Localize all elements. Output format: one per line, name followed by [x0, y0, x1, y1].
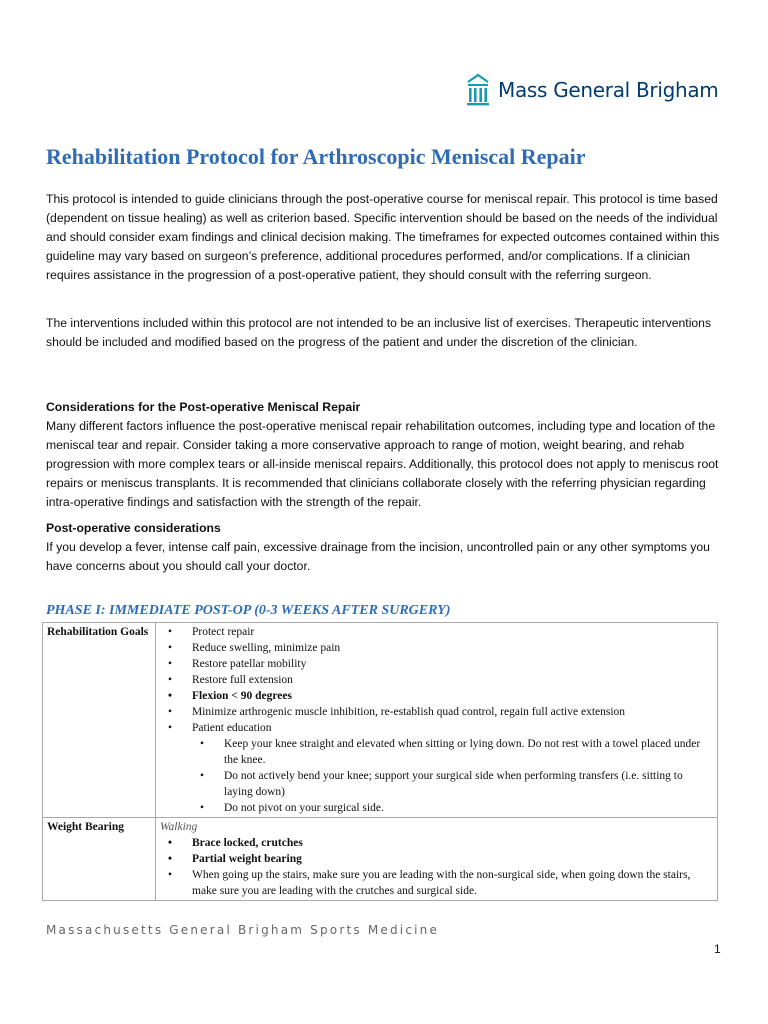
page-title: Rehabilitation Protocol for Arthroscopic Meniscal Repair [46, 144, 586, 169]
table-row-weight-bearing [43, 818, 718, 901]
education-label: Patient education [192, 722, 272, 734]
walking-list [160, 835, 713, 899]
weight-bearing-label: Weight Bearing [43, 818, 156, 901]
goals-cell [156, 623, 718, 818]
phase-1-table [42, 622, 718, 901]
postop-section [46, 519, 726, 576]
list-item: • Restore full extension [168, 672, 713, 688]
table-row-goals [43, 623, 718, 818]
list-item: • Restore patellar mobility [168, 656, 713, 672]
list-item: • Reduce swelling, minimize pain [168, 640, 713, 656]
building-columns-icon [466, 73, 490, 107]
goals-list [160, 624, 713, 736]
postop-body: If you develop a fever, intense calf pain, excessive drainage from the incision, uncontrolled pain or any other symptoms you have concerns about you should call your doctor. [46, 540, 710, 573]
page-number: 1 [714, 942, 721, 956]
footer-text: Massachusetts General Brigham Sports Medicine [46, 923, 440, 937]
intro-paragraph-1: This protocol is intended to guide clinicians through the post-operative course for meniscal repair. This protocol is time based (dependent on tissue healing) as well as criterion based. Specific intervention should be based on the needs of the individual and should consider exam findings and clinical decision making. The timeframes for expected outcomes contained within this guideline may vary based on surgeon’s preference, additional procedures performed, and/or complications. If a clinician requires assistance in the progression of a post-operative patient, they should consult with the referring surgeon. [46, 192, 720, 282]
list-item-education [168, 720, 713, 736]
postop-heading: Post-operative considerations [46, 521, 221, 535]
list-item: • Brace locked, crutches [168, 835, 713, 851]
list-item: • Flexion < 90 degrees [168, 688, 713, 704]
intro-paragraph-2: The interventions included within this protocol are not intended to be an inclusive list of exercises. Therapeutic interventions should be included and modified based on the progress of the patient and under the discretion of the clinician. [46, 316, 712, 349]
list-item: • Do not pivot on your surgical side. [200, 800, 713, 816]
list-item: • When going up the stairs, make sure you are leading with the non-surgical side, when going down the stairs, make sure you are leading with the crutches and surgical side. [168, 867, 713, 899]
weight-bearing-cell [156, 818, 718, 901]
list-item: • Protect repair [168, 624, 713, 640]
phase-1-title: PHASE I: IMMEDIATE POST-OP (0-3 WEEKS AFTER SURGERY) [46, 603, 451, 618]
considerations-body: Many different factors influence the post-operative meniscal repair rehabilitation outcomes, including type and location of the meniscal tear and repair. Consider taking a more conservative approach to range of motion, weight bearing, and rehab progression with more complex tears or all-inside meniscal repairs. Additionally, this protocol does not apply to meniscus root repairs or meniscus transplants. It is recommended that clinicians collaborate closely with the referring physician regarding intra-operative findings and satisfaction with the strength of the repair. [46, 419, 719, 509]
logo-wordmark: Mass General Brigham [498, 78, 719, 102]
walking-label: Walking [160, 821, 198, 833]
education-list [160, 736, 713, 816]
list-item: • Keep your knee straight and elevated when sitting or lying down. Do not rest with a towel placed under the knee. [200, 736, 713, 768]
goals-label: Rehabilitation Goals [43, 623, 156, 818]
brand-logo [466, 72, 719, 108]
list-item: • Partial weight bearing [168, 851, 713, 867]
considerations-heading: Considerations for the Post-operative Meniscal Repair [46, 400, 361, 414]
considerations-section [46, 398, 726, 512]
list-item: • Do not actively bend your knee; support your surgical side when performing transfers (i.e. sitting to laying down) [200, 768, 713, 800]
list-item: • Minimize arthrogenic muscle inhibition, re-establish quad control, regain full active extension [168, 704, 713, 720]
